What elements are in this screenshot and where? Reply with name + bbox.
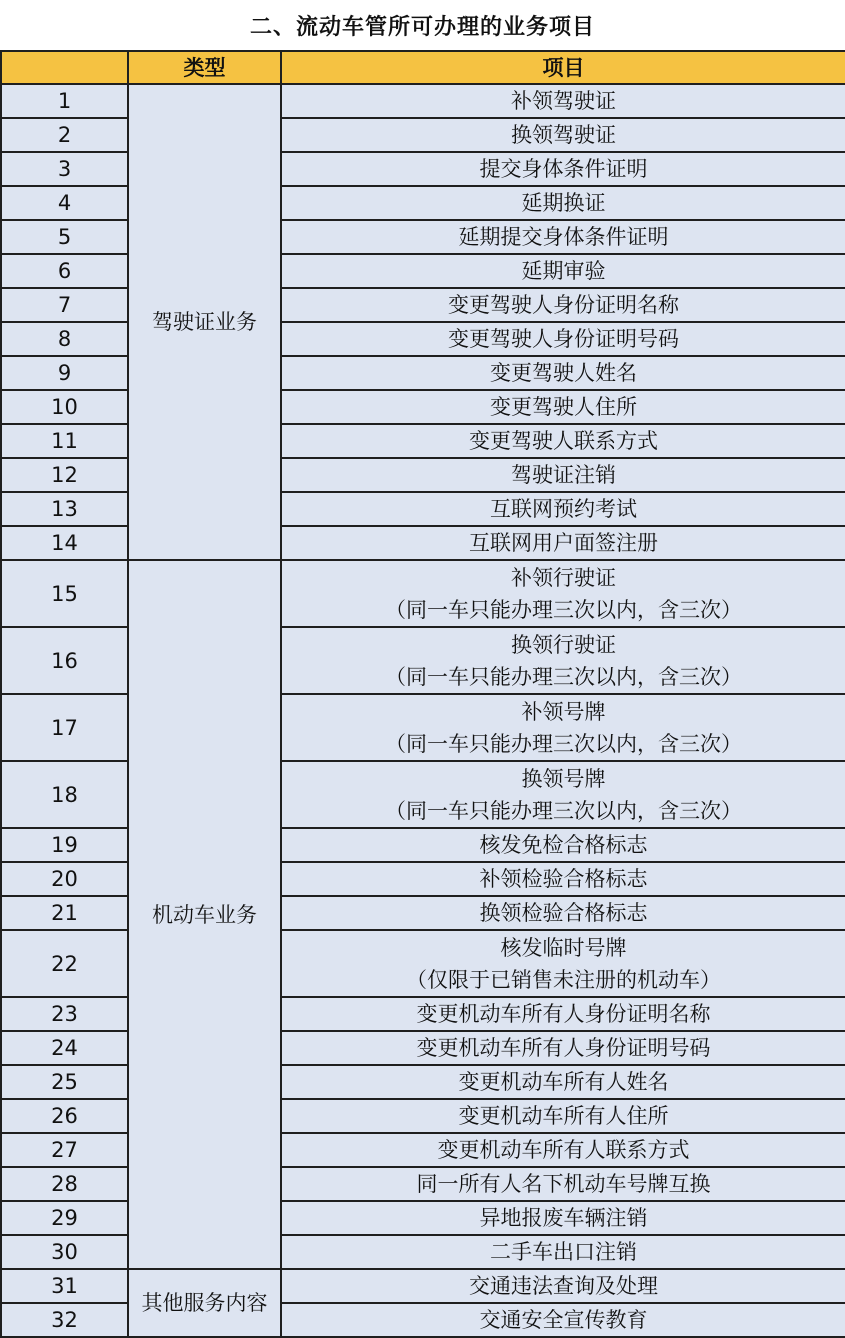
item-name: 延期换证 [521,191,606,215]
table-row [1,1133,845,1167]
row-number: 11 [1,424,128,458]
table-row [1,828,845,862]
item-cell [281,424,845,458]
row-number: 4 [1,186,128,220]
table-row [1,1303,845,1337]
item-name: 互联网用户面签注册 [469,531,658,555]
table-row [1,1235,845,1269]
item-cell [281,220,845,254]
row-number: 13 [1,492,128,526]
row-number: 8 [1,322,128,356]
item-cell [281,322,845,356]
table-row [1,862,845,896]
item-cell [281,1201,845,1235]
item-cell [281,492,845,526]
item-name: 变更驾驶人身份证明号码 [448,327,679,351]
item-name: 补领检验合格标志 [479,867,648,891]
row-number: 30 [1,1235,128,1269]
row-number: 1 [1,84,128,118]
table-row [1,694,845,761]
item-name: 换领号牌 [521,766,606,791]
table-row [1,930,845,997]
row-number: 6 [1,254,128,288]
row-number: 28 [1,1167,128,1201]
row-number: 14 [1,526,128,560]
row-number: 26 [1,1099,128,1133]
item-cell [281,186,845,220]
item-name: 二手车出口注销 [490,1240,637,1264]
table-row [1,1269,845,1303]
item-name: 延期审验 [521,259,606,283]
item-name: 变更机动车所有人身份证明名称 [416,1002,711,1026]
row-number: 16 [1,627,128,694]
item-note: （同一车只能办理三次以内，含三次） [385,798,742,823]
table-row [1,254,845,288]
item-cell [281,1235,845,1269]
item-name: 变更驾驶人姓名 [490,361,637,385]
item-name: 同一所有人名下机动车号牌互换 [416,1172,711,1196]
table-row [1,492,845,526]
row-number: 32 [1,1303,128,1337]
item-name: 核发临时号牌 [500,935,627,960]
item-name: 变更机动车所有人身份证明号码 [416,1036,711,1060]
item-cell [281,458,845,492]
row-number: 18 [1,761,128,828]
item-name: 变更驾驶人住所 [490,395,637,419]
item-cell [281,862,845,896]
business-table [0,50,845,1338]
row-number: 10 [1,390,128,424]
row-number: 3 [1,152,128,186]
row-number: 29 [1,1201,128,1235]
table-row [1,1099,845,1133]
item-cell [281,930,845,997]
item-cell [281,356,845,390]
item-cell [281,1065,845,1099]
item-cell [281,1269,845,1303]
item-name: 变更驾驶人联系方式 [469,429,658,453]
table-row [1,458,845,492]
item-cell [281,254,845,288]
item-name: 补领号牌 [521,699,606,724]
item-cell [281,1099,845,1133]
item-name: 变更驾驶人身份证明名称 [448,293,679,317]
table-row [1,118,845,152]
item-cell [281,694,845,761]
table-row [1,997,845,1031]
table-row [1,186,845,220]
row-number: 31 [1,1269,128,1303]
table-row [1,152,845,186]
item-cell [281,997,845,1031]
row-number: 2 [1,118,128,152]
item-name: 交通安全宣传教育 [479,1308,648,1332]
item-name: 互联网预约考试 [490,497,637,521]
row-number: 7 [1,288,128,322]
table-row [1,896,845,930]
item-cell [281,84,845,118]
table-row [1,1167,845,1201]
item-name: 补领行驶证 [511,565,616,590]
item-cell [281,152,845,186]
item-cell [281,1303,845,1337]
row-number: 12 [1,458,128,492]
row-number: 27 [1,1133,128,1167]
item-name: 变更机动车所有人姓名 [458,1070,669,1094]
item-cell [281,560,845,627]
table-row [1,322,845,356]
item-name: 变更机动车所有人联系方式 [437,1138,690,1162]
item-cell [281,390,845,424]
table-row [1,220,845,254]
item-name: 核发免检合格标志 [479,833,648,857]
item-name: 换领驾驶证 [511,123,616,147]
item-cell [281,828,845,862]
table-row [1,424,845,458]
table-row [1,1201,845,1235]
table-row [1,761,845,828]
table-row [1,84,845,118]
item-cell [281,761,845,828]
header-blank [1,51,128,84]
row-number: 5 [1,220,128,254]
item-note: （同一车只能办理三次以内，含三次） [385,731,742,756]
row-number: 15 [1,560,128,627]
item-cell [281,1167,845,1201]
table-row [1,1065,845,1099]
row-number: 23 [1,997,128,1031]
row-number: 9 [1,356,128,390]
row-number: 24 [1,1031,128,1065]
item-note: （同一车只能办理三次以内，含三次） [385,597,742,622]
row-number: 25 [1,1065,128,1099]
item-note: （仅限于已销售未注册的机动车） [406,967,721,992]
item-cell [281,118,845,152]
item-name: 驾驶证注销 [511,463,616,487]
table-row [1,526,845,560]
item-name: 换领行驶证 [511,632,616,657]
row-number: 22 [1,930,128,997]
category-other: 其他服务内容 [128,1269,281,1337]
table-row [1,356,845,390]
table-row [1,627,845,694]
row-number: 19 [1,828,128,862]
row-number: 17 [1,694,128,761]
category-vehicle: 机动车业务 [128,560,281,1269]
table-row [1,1031,845,1065]
item-name: 换领检验合格标志 [479,901,648,925]
table-header-row [1,51,845,84]
header-item: 项目 [281,51,845,84]
item-name: 延期提交身体条件证明 [458,225,669,249]
table-row [1,288,845,322]
item-name: 变更机动车所有人住所 [458,1104,669,1128]
item-note: （同一车只能办理三次以内，含三次） [385,664,742,689]
item-cell [281,288,845,322]
item-cell [281,627,845,694]
item-cell [281,526,845,560]
item-name: 异地报废车辆注销 [479,1206,648,1230]
header-type: 类型 [128,51,281,84]
table-row [1,560,845,627]
row-number: 20 [1,862,128,896]
category-license: 驾驶证业务 [128,84,281,560]
table-row [1,390,845,424]
item-name: 补领驾驶证 [511,89,616,113]
item-cell [281,1133,845,1167]
item-cell [281,1031,845,1065]
item-name: 提交身体条件证明 [479,157,648,181]
item-cell [281,896,845,930]
item-name: 交通违法查询及处理 [469,1274,658,1298]
row-number: 21 [1,896,128,930]
page-title: 二、流动车管所可办理的业务项目 [249,13,595,40]
